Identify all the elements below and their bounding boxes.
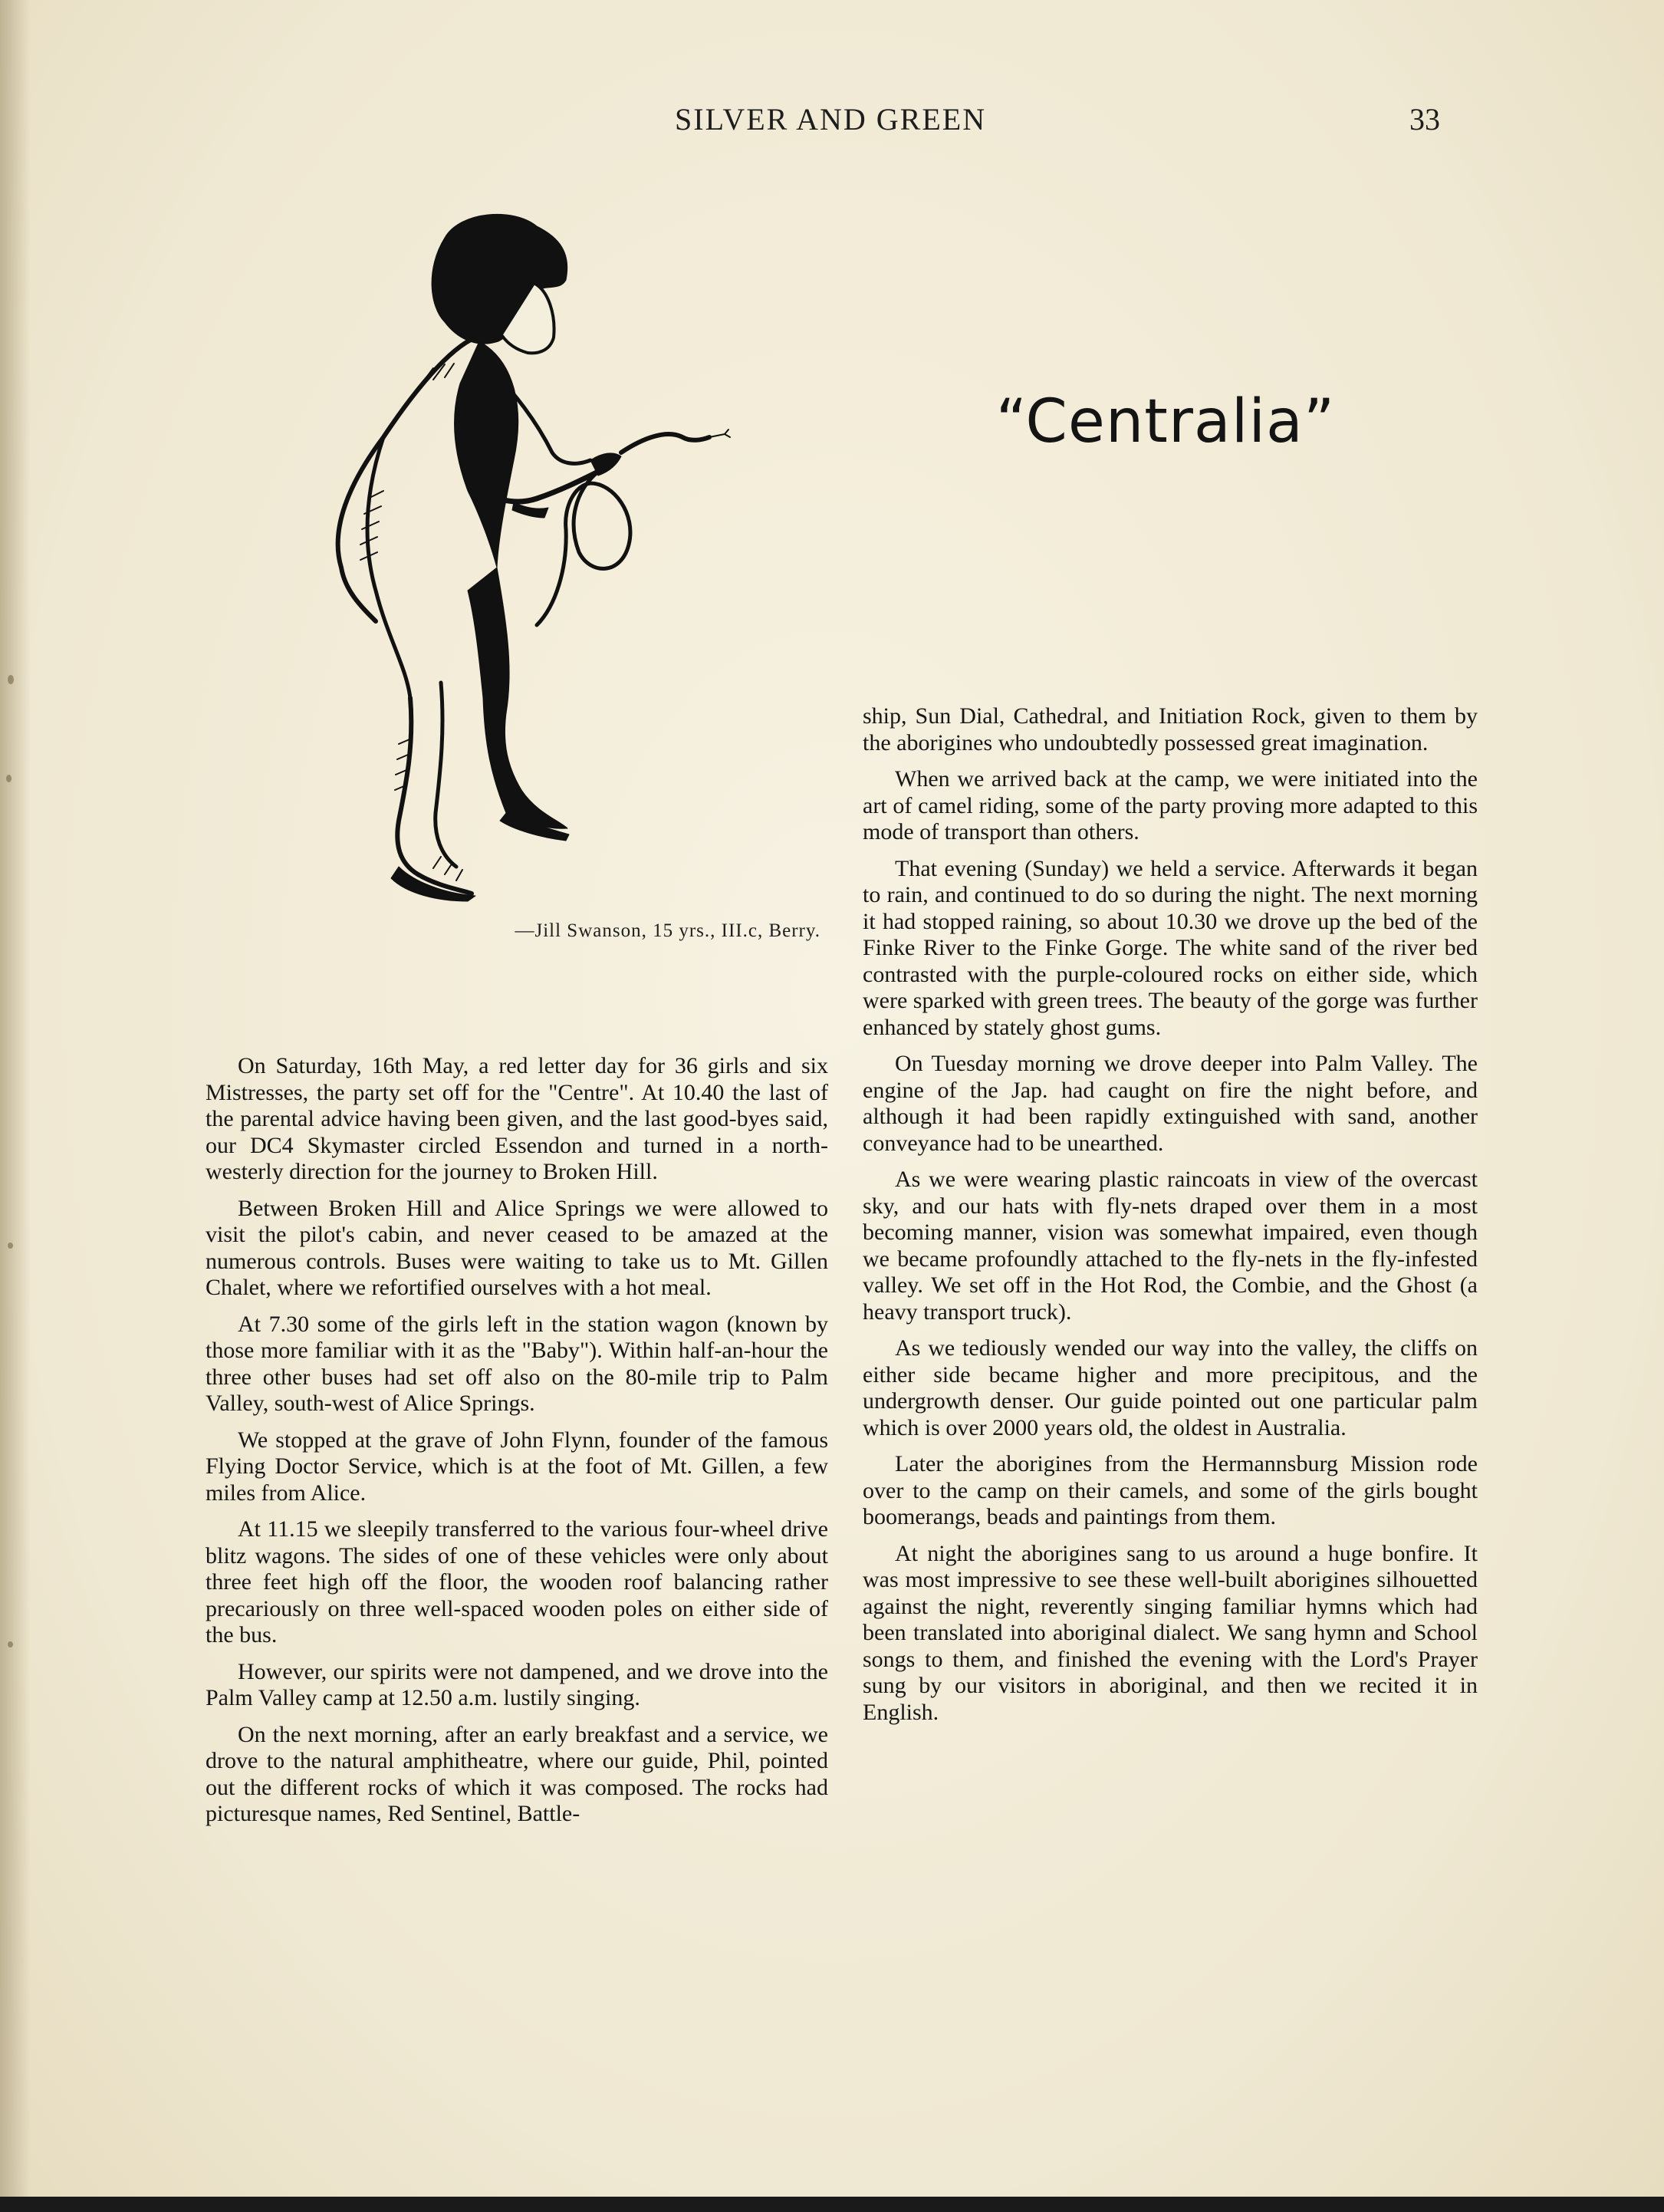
paragraph: On Tuesday morning we drove deeper into Palm Valley. The engine of the Jap. had caught on fire the night before, and although it had been rapidly extinguished with sand, another conveyance had to be unearthed. [863, 1051, 1478, 1156]
drawing-child-with-snake-icon [284, 207, 813, 928]
paragraph: However, our spirits were not dampened, and we drove into the Palm Valley camp at 12.50 a.m. lustily singing. [206, 1658, 828, 1710]
left-column [206, 1053, 828, 1838]
article-title: “Centralia” [995, 387, 1336, 456]
publication-title: SILVER AND GREEN [675, 102, 987, 137]
margin-blot [8, 1243, 13, 1249]
running-head [0, 101, 1664, 147]
paragraph: As we tediously wended our way into the valley, the cliffs on either side became higher and more precipitous, and the undergrowth denser. Our guide pointed out one particular palm which is over 2000 years old, the oldest in Australia. [863, 1335, 1478, 1440]
paragraph: At night the aborigines sang to us around a huge bonfire. It was most impressive to see these well-built aborigines silhouetted against the night, reverently singing familiar hymns which had been translated into aboriginal dialect. We sang hymn and School songs to them, and finished the evening with the Lord's Prayer sung by our visitors in aboriginal, and then we recited it in English. [863, 1540, 1478, 1725]
margin-blot [8, 675, 14, 684]
paragraph: Between Broken Hill and Alice Springs we were allowed to visit the pilot's cabin, and never ceased to be amazed at the numerous controls. Buses were waiting to take us to Mt. Gillen Chalet, where we refortified ourselves with a hot meal. [206, 1195, 828, 1300]
paragraph: On the next morning, after an early breakfast and a service, we drove to the natural amphitheatre, where our guide, Phil, pointed out the different rocks of which it was composed. The rocks had picturesque names, Red Sentinel, Battle- [206, 1721, 828, 1826]
paragraph: On Saturday, 16th May, a red letter day for 36 girls and six Mistresses, the party set off for the "Centre". At 10.40 the last of the parental advice having been given, and the last good-byes said, our DC4 Skymaster circled Essendon and turned in a north-westerly direction for the journey to Broken Hill. [206, 1053, 828, 1184]
margin-blot [6, 775, 12, 782]
paragraph-continuation: ship, Sun Dial, Cathedral, and Initiation Rock, given to them by the aborigines who undoubtedly possessed great imagination. [863, 703, 1478, 755]
paragraph: As we were wearing plastic raincoats in view of the overcast sky, and our hats with fly-nets draped over them in a most becoming manner, vision was somewhat impaired, even though we became profoundly attached to the fly-nets in the fly-infested valley. We set off in the Hot Rod, the Combie, and the Ghost (a heavy transport truck). [863, 1167, 1478, 1325]
paragraph: When we arrived back at the camp, we were initiated into the art of camel riding, some of the party proving more adapted to this mode of transport than others. [863, 766, 1478, 844]
right-column [863, 703, 1478, 1736]
illustration-caption: —Jill Swanson, 15 yrs., III.c, Berry. [515, 920, 820, 941]
paragraph: Later the aborigines from the Hermannsburg Mission rode over to the camp on their camels, and some of the girls bought boomerangs, beads and paintings from them. [863, 1451, 1478, 1529]
margin-blot [8, 1641, 13, 1647]
paragraph: We stopped at the grave of John Flynn, founder of the famous Flying Doctor Service, which is at the foot of Mt. Gillen, a few miles from Alice. [206, 1427, 828, 1506]
paragraph: At 11.15 we sleepily transferred to the various four-wheel drive blitz wagons. The sides of one of these vehicles were only about three feet high off the floor, the wooden roof balancing rather precariously on three well-spaced wooden poles on either side of the bus. [206, 1516, 828, 1647]
page-number: 33 [1409, 102, 1440, 137]
paragraph: That evening (Sunday) we held a service. Afterwards it began to rain, and continued to do so during the night. The next morning it had stopped raining, so about 10.30 we drove up the bed of the Finke River to the Finke Gorge. The white sand of the river bed contrasted with the purple-coloured rocks on either side, which were sparked with green trees. The beauty of the gorge was further enhanced by stately ghost gums. [863, 855, 1478, 1040]
paragraph: At 7.30 some of the girls left in the station wagon (known by those more familiar with it as the "Baby"). Within half-an-hour the three other buses had set off also on the 80-mile trip to Palm Valley, south-west of Alice Springs. [206, 1311, 828, 1416]
spine-shadow [0, 0, 31, 2212]
scan-bottom-edge [0, 2197, 1664, 2212]
